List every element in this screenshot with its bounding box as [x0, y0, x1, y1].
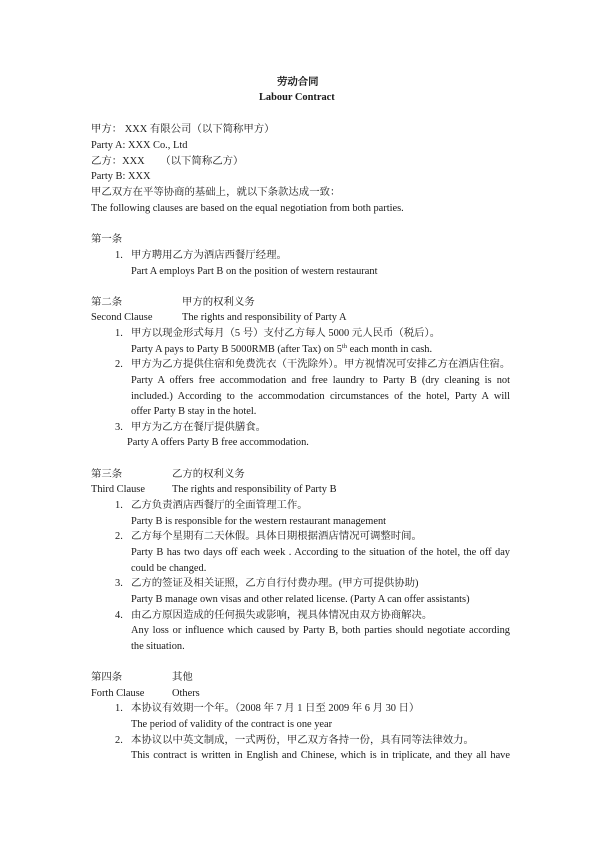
clause3-title-zh: 乙方的权利义务: [172, 469, 245, 480]
basis-zh: 甲乙双方在平等协商的基础上，就以下条款达成一致：: [91, 187, 341, 198]
party-a-en: Party A: XXX Co., Ltd: [91, 140, 188, 151]
clause2-title-en: The rights and responsibility of Party A: [182, 312, 347, 323]
clause2-item1-en-after: each month in cash.: [346, 344, 433, 355]
clause3-item2-en-line2: could be changed.: [131, 563, 207, 574]
clause3-item4-en-line2: the situation.: [131, 641, 185, 652]
clause4-item2-zh: 本协议以中英文制成，一式两份，甲乙双方各持一份，具有同等法律效力。: [131, 735, 474, 746]
title-en: Labour Contract: [259, 92, 335, 103]
clause3-heading-zh: 第三条: [91, 469, 123, 480]
clause3-item4-en-line1: Any loss or influence which caused by Party B, both parties should negotiate according: [131, 625, 510, 636]
clause3-item3-zh: 乙方的签证及相关证照，乙方自行付费办理。(甲方可提供协助): [131, 578, 419, 589]
clause3-item1-en: Party B is responsible for the western restaurant management: [131, 516, 387, 527]
clause3-item2-zh: 乙方每个星期有二天休假。具体日期根据酒店情况可调整时间。: [131, 531, 422, 542]
clause2-item1-en-sup: th: [341, 343, 347, 350]
clause4-item1-num: 1.: [115, 703, 123, 714]
clause3-item3-num: 3.: [115, 578, 123, 589]
clause2-item3-num: 3.: [115, 422, 123, 433]
clause2-item1-zh: 甲方以现金形式每月（5 号）支付乙方每人 5000 元人民币（税后）。: [131, 328, 441, 339]
clause1-heading-zh: 第一条: [91, 234, 123, 245]
clause3-item2-en-line1: Party B has two days off each week . According to the situation of the hotel, the off day: [131, 547, 510, 558]
clause3-item2-num: 2.: [115, 531, 123, 542]
clause2-item3-zh: 甲方为乙方在餐厅提供膳食。: [131, 422, 267, 433]
clause3-item1-zh: 乙方负责酒店西餐厅的全面管理工作。: [131, 500, 308, 511]
clause4-item2-en: This contract is written in English and Chinese, which is in triplicate, and they all have: [131, 750, 510, 761]
clause4-item1-zh: 本协议有效期一个年。（2008 年 7 月 1 日至 2009 年 6 月 30 日）: [131, 703, 420, 714]
clause2-item2-en-line2: included.) According to the accommodation circumstances of the hotel, Party A will: [131, 391, 510, 402]
title-zh: 劳动合同: [277, 77, 319, 88]
party-b-en: Party B: XXX: [91, 171, 151, 182]
clause3-item4-num: 4.: [115, 610, 123, 621]
clause2-item2-num: 2.: [115, 359, 123, 370]
clause2-title-zh: 甲方的权利义务: [182, 297, 255, 308]
party-b-zh: 乙方：XXX （以下简称乙方）: [91, 156, 244, 167]
clause1-item1-num: 1.: [115, 250, 123, 261]
clause4-heading-zh: 第四条: [91, 672, 123, 683]
clause4-heading-en: Forth Clause: [91, 688, 145, 699]
clause2-item2-en-line1: Party A offers free accommodation and free laundry to Party B (dry cleaning is not: [131, 375, 510, 386]
clause3-item3-en: Party B manage own visas and other related license. (Party A can offer assistants): [131, 594, 470, 605]
clause2-item1-en-before: Party A pays to Party B 5000RMB (after Tax) on 5: [131, 344, 342, 355]
clause2-heading-en: Second Clause: [91, 312, 153, 323]
party-a-zh: 甲方： XXX 有限公司（以下简称甲方）: [91, 124, 275, 135]
basis-en: The following clauses are based on the equal negotiation from both parties.: [91, 203, 404, 214]
clause2-item3-en: Party A offers Party B free accommodation.: [127, 437, 309, 448]
clause4-title-en: Others: [172, 688, 200, 699]
clause4-item1-en: The period of validity of the contract is one year: [131, 719, 333, 730]
clause4-title-zh: 其他: [172, 672, 193, 683]
clause2-item2-en-line3: offer Party B stay in the hotel.: [131, 406, 257, 417]
clause2-item1-en: [131, 343, 432, 356]
clause2-item2-zh: 甲方为乙方提供住宿和免费洗衣（干洗除外）。甲方视情况可安排乙方在酒店住宿。: [131, 359, 511, 370]
clause2-heading-zh: 第二条: [91, 297, 123, 308]
clause3-item4-zh: 由乙方原因造成的任何损失或影响，视具体情况由双方协商解决。: [131, 610, 433, 621]
clause1-item1-en: Part A employs Part B on the position of western restaurant: [131, 266, 378, 277]
clause3-item1-num: 1.: [115, 500, 123, 511]
clause2-item1-num: 1.: [115, 328, 123, 339]
clause3-title-en: The rights and responsibility of Party B: [172, 484, 337, 495]
clause4-item2-num: 2.: [115, 735, 123, 746]
clause1-item1-zh: 甲方聘用乙方为酒店西餐厅经理。: [131, 250, 287, 261]
clause3-heading-en: Third Clause: [91, 484, 145, 495]
